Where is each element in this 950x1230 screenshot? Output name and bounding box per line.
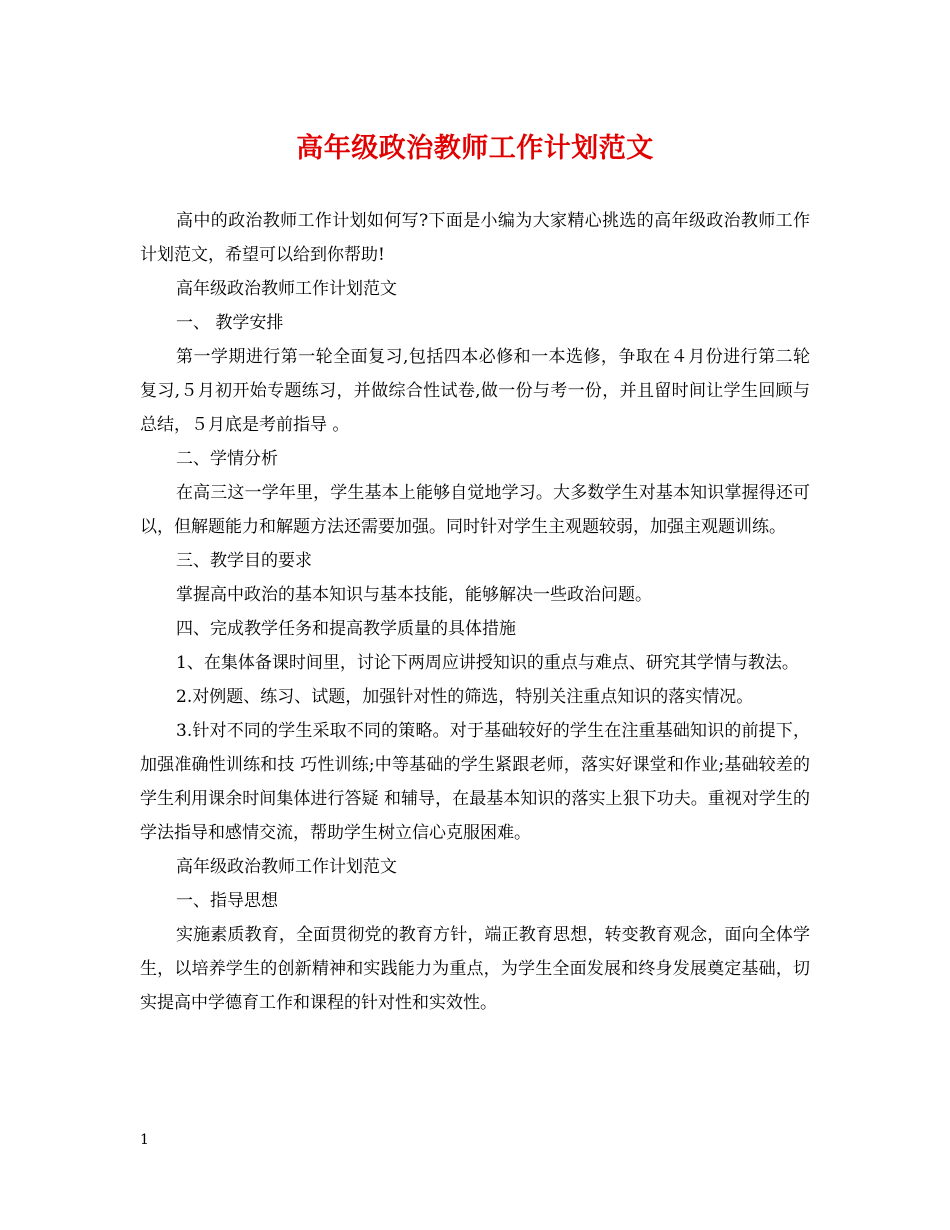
paragraph-intro: 高中的政治教师工作计划如何写?下面是小编为大家精心挑选的高年级政治教师工作计划范文，希望可以给到你帮助! — [140, 211, 810, 265]
subheading-measures: 四、完成教学任务和提高教学质量的具体措施 — [176, 619, 516, 639]
subheading-teaching-arrangement: 一、 教学安排 — [176, 313, 284, 333]
subheading-teaching-goals: 三、教学目的要求 — [176, 551, 312, 571]
paragraph-student-analysis: 在高三这一学年里，学生基本上能够自觉地学习。大多数学生对基本知识掌握得还可以，但解题能力和解题方法还需要加强。同时针对学生主观题较弱，加强主观题训练。 — [140, 483, 810, 537]
list-item-measure-3: 3.针对不同的学生采取不同的策略。对于基础较好的学生在注重基础知识的前提下，加强准确性训练和技 巧性训练;中等基础的学生紧跟老师，落实好课堂和作业;基础较差的学生利用课余时间集体进行答疑 和辅导，在最基本知识的落实上狠下功夫。重视对学生的学法指导和感情交流，帮助学生树立信心克服困难。 — [140, 721, 810, 843]
paragraph-teaching-goals: 掌握高中政治的基本知识与基本技能，能够解决一些政治问题。 — [176, 585, 652, 605]
list-item-measure-1: 1、在集体备课时间里，讨论下两周应讲授知识的重点与难点、研究其学情与教法。 — [176, 653, 799, 673]
list-item-measure-2: 2.对例题、练习、试题，加强针对性的筛选，特别关注重点知识的落实情况。 — [176, 687, 754, 707]
section-heading-2: 高年级政治教师工作计划范文 — [176, 857, 397, 877]
section-heading: 高年级政治教师工作计划范文 — [176, 279, 397, 299]
document-title: 高年级政治教师工作计划范文 — [296, 133, 654, 164]
document-body — [140, 204, 810, 1020]
subheading-student-analysis: 二、学情分析 — [176, 449, 278, 469]
paragraph-guiding-thought: 实施素质教育，全面贯彻党的教育方针，端正教育思想，转变教育观念，面向全体学生，以培养学生的创新精神和实践能力为重点，为学生全面发展和终身发展奠定基础，切实提高中学德育工作和课程的针对性和实效性。 — [140, 925, 810, 1013]
paragraph-teaching-arrangement: 第一学期进行第一轮全面复习,包括四本必修和一本选修，争取在４月份进行第二轮复习,５月初开始专题练习，并做综合性试卷,做一份与考一份，并且留时间让学生回顾与总结，５月底是考前指导 。 — [140, 347, 810, 435]
subheading-guiding-thought: 一、指导思想 — [176, 891, 278, 911]
page-number: 1 — [140, 1132, 149, 1148]
